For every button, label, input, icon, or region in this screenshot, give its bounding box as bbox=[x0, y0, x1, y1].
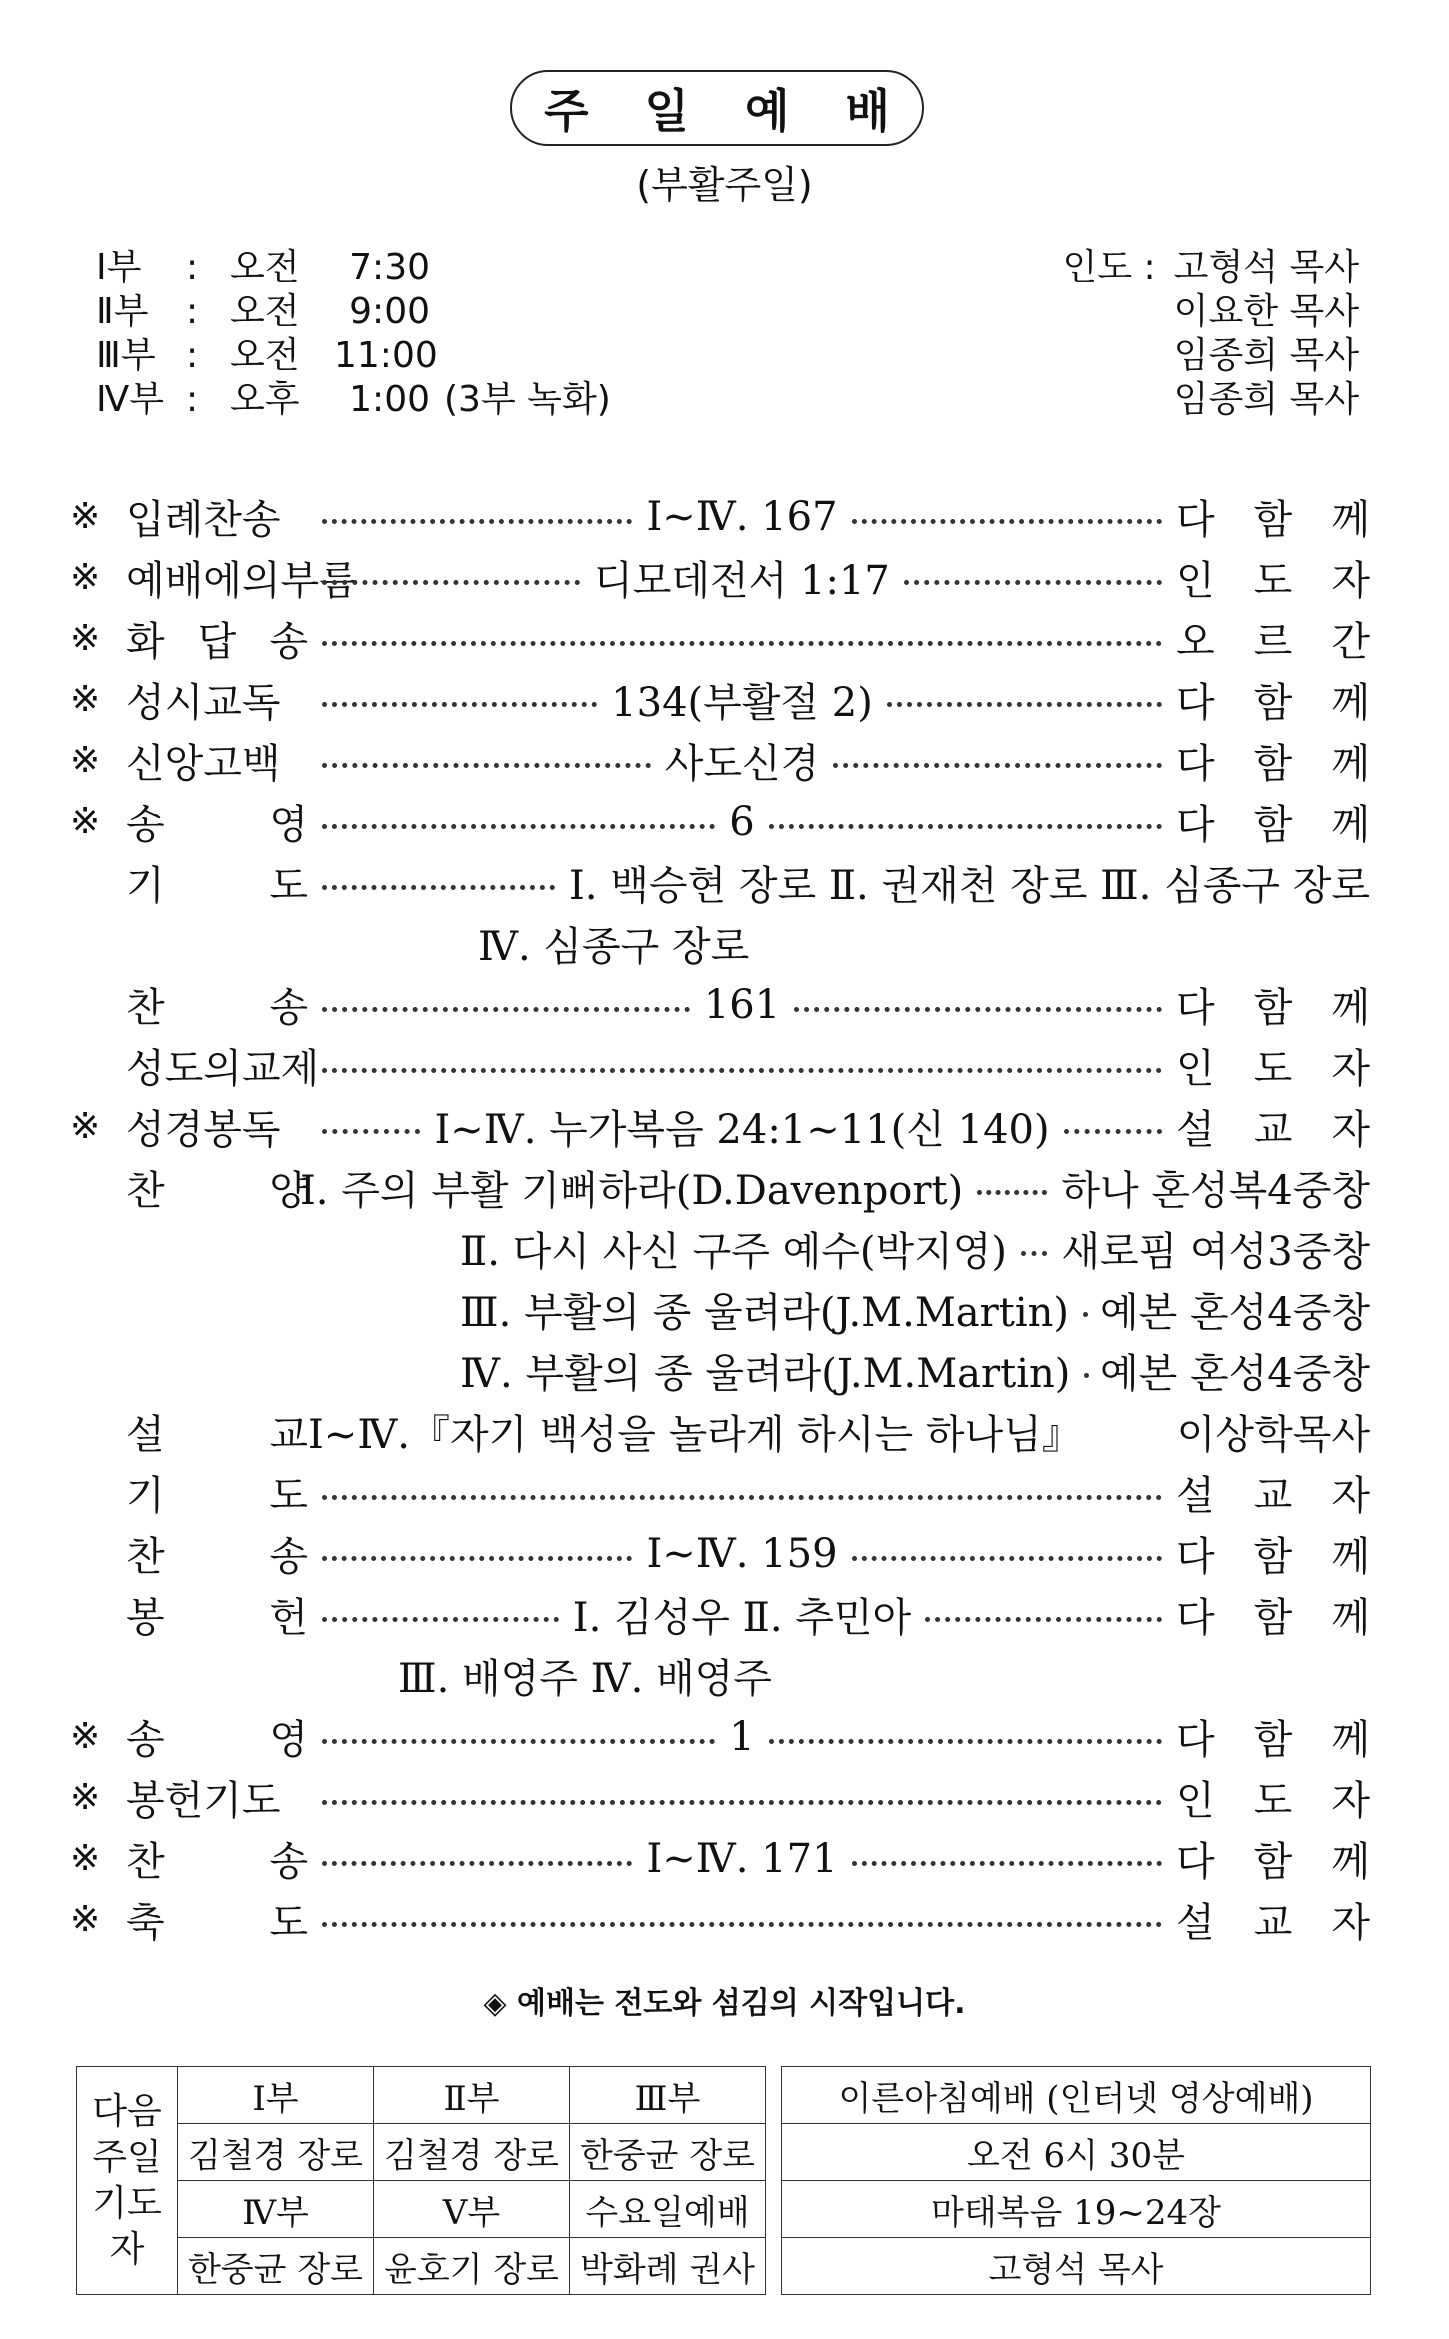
responder-char: 함 bbox=[1253, 680, 1293, 726]
table-row bbox=[77, 2124, 766, 2181]
responder-char: 다 bbox=[1176, 1717, 1215, 1763]
worship-item bbox=[70, 852, 1370, 913]
service-time-row bbox=[96, 378, 611, 422]
responder bbox=[1176, 1769, 1370, 1826]
service-ampm: 오후 bbox=[230, 379, 300, 420]
leader-name: 임종희 목사 bbox=[1173, 379, 1359, 420]
service-ampm: 오전 bbox=[230, 291, 300, 332]
leader-row bbox=[1063, 290, 1359, 334]
item-name-char: 답 bbox=[197, 619, 237, 665]
table-cell: 한중균 장로 bbox=[570, 2124, 766, 2181]
service-ampm: 오전 bbox=[230, 335, 300, 376]
colon: : bbox=[186, 379, 199, 420]
required-mark: ※ bbox=[70, 557, 101, 598]
leader-name: 이요한 목사 bbox=[1173, 291, 1359, 332]
responder bbox=[1176, 671, 1370, 728]
worship-item bbox=[70, 1279, 1370, 1340]
table-cell: Ⅴ부 bbox=[374, 2181, 570, 2238]
item-detail: 1 bbox=[729, 1713, 755, 1760]
responder-char: 자 bbox=[1331, 1778, 1370, 1824]
worship-item bbox=[70, 1218, 1370, 1279]
item-name-char: 찬 bbox=[126, 985, 165, 1031]
responder: 새로핌 여성3중창 bbox=[1061, 1229, 1370, 1275]
leader-dots bbox=[852, 1555, 1162, 1561]
prayer-table-label bbox=[77, 2067, 178, 2295]
item-name-char: 기 bbox=[126, 1473, 165, 1519]
item-detail: Ⅰ. 백승현 장로 Ⅱ. 권재천 장로 Ⅲ. 심종구 장로 bbox=[568, 863, 1370, 909]
item-name-char: 양 bbox=[269, 1168, 308, 1214]
item-name: 성시교독 bbox=[126, 680, 281, 726]
leader-dots bbox=[322, 1799, 1162, 1805]
item-name bbox=[126, 1159, 308, 1216]
item-name bbox=[126, 976, 308, 1033]
leader-dots bbox=[852, 1860, 1162, 1866]
leader-dots bbox=[322, 701, 597, 707]
required-mark: ※ bbox=[70, 1838, 101, 1879]
worship-item bbox=[70, 913, 1370, 974]
required-mark: ※ bbox=[70, 1106, 101, 1147]
item-name-char: 찬 bbox=[126, 1839, 165, 1885]
item-name-char: 도 bbox=[269, 1473, 308, 1519]
responder-char: 께 bbox=[1331, 1717, 1370, 1763]
worship-item bbox=[70, 1401, 1370, 1462]
item-detail: Ⅰ~Ⅳ.『자기 백성을 놀라게 하시는 하나님』 bbox=[308, 1412, 1082, 1458]
item-detail: 디모데전서 1:17 bbox=[594, 558, 890, 604]
responder bbox=[1176, 488, 1370, 545]
responder-char: 설 bbox=[1176, 1107, 1215, 1153]
responder-char: 께 bbox=[1331, 802, 1370, 848]
item-name bbox=[126, 1525, 308, 1582]
table-cell: 김철경 장로 bbox=[374, 2124, 570, 2181]
table-cell: Ⅰ부 bbox=[178, 2067, 374, 2124]
item-name: 예배에의부름 bbox=[126, 558, 358, 604]
table-row bbox=[77, 2067, 766, 2124]
prayer-table-label-line: 주일 bbox=[92, 2136, 162, 2178]
service-time: 7:30 bbox=[349, 247, 430, 288]
leader-dots bbox=[1021, 1250, 1047, 1256]
item-name bbox=[126, 793, 308, 850]
footer-note: ◈ 예배는 전도와 섬김의 시작입니다. bbox=[483, 1986, 966, 2021]
leader-dots bbox=[852, 518, 1162, 524]
leader-dots bbox=[977, 1189, 1047, 1195]
item-name: 입례찬송 bbox=[126, 497, 281, 543]
required-mark: ※ bbox=[70, 618, 101, 659]
item-detail: Ⅲ. 부활의 종 울려라(J.M.Martin) bbox=[460, 1290, 1069, 1336]
table-cell: 이른아침예배 (인터넷 영상예배) bbox=[782, 2067, 1371, 2124]
responder-char: 께 bbox=[1331, 985, 1370, 1031]
responder-char: 함 bbox=[1253, 1595, 1293, 1641]
leaders bbox=[1063, 246, 1359, 422]
responder-char: 다 bbox=[1176, 1534, 1215, 1580]
responder-char: 다 bbox=[1176, 497, 1215, 543]
item-name-char: 봉 bbox=[126, 1595, 165, 1641]
prayer-table-label-line: 기도자 bbox=[92, 2182, 162, 2270]
leader-dots bbox=[925, 1616, 1162, 1622]
responder-char: 도 bbox=[1253, 1778, 1293, 1824]
worship-item bbox=[70, 1889, 1370, 1950]
responder bbox=[1176, 1525, 1370, 1582]
item-name bbox=[126, 1830, 308, 1887]
leader-dots bbox=[322, 762, 651, 768]
leader-dots bbox=[769, 1738, 1162, 1744]
item-detail: Ⅰ~Ⅳ. 171 bbox=[646, 1835, 838, 1882]
responder-char: 간 bbox=[1331, 619, 1370, 665]
leader-dots bbox=[322, 1494, 1162, 1500]
responder-char: 자 bbox=[1331, 1473, 1370, 1519]
responder-char: 다 bbox=[1176, 802, 1215, 848]
responder-char: 다 bbox=[1176, 680, 1215, 726]
responder-char: 다 bbox=[1176, 1595, 1215, 1641]
item-detail: Ⅰ. 주의 부활 기뻐하라(D.Davenport) bbox=[300, 1168, 964, 1214]
item-detail: 134(부활절 2) bbox=[611, 680, 873, 726]
leader-dots bbox=[322, 1616, 559, 1622]
worship-item bbox=[70, 730, 1370, 791]
responder bbox=[1176, 610, 1370, 667]
table-row bbox=[77, 2238, 766, 2295]
service-time-row bbox=[96, 334, 611, 378]
item-name-char: 헌 bbox=[269, 1595, 308, 1641]
item-name: 성도의교제 bbox=[126, 1046, 320, 1092]
item-detail: 6 bbox=[729, 798, 755, 845]
service-time-row bbox=[96, 290, 611, 334]
item-name bbox=[126, 610, 308, 667]
order-of-worship bbox=[70, 486, 1370, 1950]
leader-dots bbox=[322, 1128, 420, 1134]
item-detail: Ⅰ~Ⅳ. 167 bbox=[646, 493, 838, 540]
item-detail: Ⅳ. 심종구 장로 bbox=[478, 924, 750, 970]
responder-char: 르 bbox=[1253, 619, 1293, 665]
leader-dots bbox=[322, 579, 580, 585]
table-row bbox=[782, 2124, 1371, 2181]
table-row bbox=[77, 2181, 766, 2238]
responder bbox=[1176, 1098, 1370, 1155]
leader-dots bbox=[887, 701, 1162, 707]
responder bbox=[1176, 1037, 1370, 1094]
responder bbox=[1176, 976, 1370, 1033]
responder-char: 자 bbox=[1331, 1046, 1370, 1092]
leader-row bbox=[1063, 378, 1359, 422]
table-cell: 고형석 목사 bbox=[782, 2238, 1371, 2295]
table-cell: Ⅳ부 bbox=[178, 2181, 374, 2238]
responder: 하나 혼성복4중창 bbox=[1061, 1168, 1370, 1214]
responder bbox=[1176, 1464, 1370, 1521]
table-cell: 오전 6시 30분 bbox=[782, 2124, 1371, 2181]
prayer-table bbox=[76, 2066, 766, 2295]
required-mark: ※ bbox=[70, 679, 101, 720]
responder-char: 께 bbox=[1331, 741, 1370, 787]
responder-char: 께 bbox=[1331, 1534, 1370, 1580]
required-mark: ※ bbox=[70, 1777, 101, 1818]
worship-item bbox=[70, 791, 1370, 852]
required-mark: ※ bbox=[70, 801, 101, 842]
item-name-char: 영 bbox=[269, 802, 308, 848]
responder-char: 인 bbox=[1176, 1778, 1215, 1824]
responder-char: 함 bbox=[1253, 497, 1293, 543]
table-cell: Ⅱ부 bbox=[374, 2067, 570, 2124]
item-detail: 161 bbox=[703, 981, 781, 1028]
responder-char: 함 bbox=[1253, 1839, 1293, 1885]
worship-item bbox=[70, 1035, 1370, 1096]
leader-dots bbox=[322, 1006, 690, 1012]
colon: : bbox=[186, 291, 199, 332]
item-name-char: 찬 bbox=[126, 1168, 165, 1214]
responder-char: 설 bbox=[1176, 1473, 1215, 1519]
item-detail: 사도신경 bbox=[664, 741, 820, 787]
leader-dots bbox=[322, 1921, 1162, 1927]
worship-item bbox=[70, 486, 1370, 547]
item-name-char: 찬 bbox=[126, 1534, 165, 1580]
service-time: 1:00 bbox=[349, 379, 430, 420]
worship-item bbox=[70, 1584, 1370, 1645]
item-name-char: 송 bbox=[269, 985, 308, 1031]
service-times bbox=[96, 246, 611, 422]
responder-char: 함 bbox=[1253, 741, 1293, 787]
item-detail: Ⅱ. 다시 사신 구주 예수(박지영) bbox=[460, 1229, 1008, 1275]
table-cell: 수요일예배 bbox=[570, 2181, 766, 2238]
prayer-table-label-line: 다음 bbox=[92, 2090, 162, 2132]
leader-dots bbox=[322, 1738, 715, 1744]
item-detail: Ⅲ. 배영주 Ⅳ. 배영주 bbox=[398, 1656, 772, 1702]
item-name bbox=[126, 1403, 308, 1460]
service-time-row bbox=[96, 246, 611, 290]
item-name-char: 기 bbox=[126, 863, 165, 909]
service-ampm: 오전 bbox=[230, 247, 300, 288]
table-cell: 한중균 장로 bbox=[178, 2238, 374, 2295]
worship-item bbox=[70, 1462, 1370, 1523]
responder-char: 교 bbox=[1253, 1107, 1293, 1153]
responder-char: 다 bbox=[1176, 1839, 1215, 1885]
worship-item bbox=[70, 608, 1370, 669]
item-detail: Ⅰ~Ⅳ. 159 bbox=[646, 1530, 838, 1577]
table-row bbox=[782, 2181, 1371, 2238]
leader-dots bbox=[1083, 1311, 1086, 1317]
item-name: 성경봉독 bbox=[126, 1107, 281, 1153]
responder-char: 함 bbox=[1253, 802, 1293, 848]
item-name-char: 화 bbox=[126, 619, 165, 665]
responder-char: 인 bbox=[1176, 558, 1215, 604]
leader-dots bbox=[322, 884, 555, 890]
responder-char: 교 bbox=[1253, 1900, 1293, 1946]
page-title: 주 일 예 배 bbox=[544, 84, 910, 138]
worship-item bbox=[70, 547, 1370, 608]
item-name-char: 송 bbox=[126, 802, 165, 848]
item-name bbox=[126, 1464, 308, 1521]
colon: : bbox=[186, 335, 199, 376]
worship-item bbox=[70, 1645, 1370, 1706]
responder-char: 도 bbox=[1253, 558, 1293, 604]
worship-item bbox=[70, 1767, 1370, 1828]
leader-name: 임종희 목사 bbox=[1173, 335, 1359, 376]
service-time: 9:00 bbox=[349, 291, 430, 332]
leaders-label: 인도 : bbox=[1062, 247, 1156, 288]
subtitle: (부활주일) bbox=[636, 163, 813, 207]
required-mark: ※ bbox=[70, 1716, 101, 1757]
responder: 예본 혼성4중창 bbox=[1099, 1290, 1370, 1336]
item-name-char: 영 bbox=[269, 1717, 308, 1763]
required-mark: ※ bbox=[70, 740, 101, 781]
item-name-char: 도 bbox=[269, 863, 308, 909]
responder-char: 께 bbox=[1331, 1839, 1370, 1885]
table-cell: 윤호기 장로 bbox=[374, 2238, 570, 2295]
worship-item bbox=[70, 1706, 1370, 1767]
responder-char: 다 bbox=[1176, 741, 1215, 787]
worship-item bbox=[70, 1523, 1370, 1584]
item-detail: Ⅰ~Ⅳ. 누가복음 24:1~11(신 140) bbox=[434, 1107, 1050, 1153]
leader-dots bbox=[322, 1555, 632, 1561]
leader-dots bbox=[769, 823, 1162, 829]
leader-dots bbox=[322, 518, 632, 524]
responder: 이상학목사 bbox=[1176, 1412, 1370, 1458]
item-name-char: 송 bbox=[269, 1839, 308, 1885]
responder-char: 함 bbox=[1253, 985, 1293, 1031]
responder bbox=[1176, 1708, 1370, 1765]
item-name-char: 설 bbox=[126, 1412, 165, 1458]
service-part: Ⅰ부 bbox=[96, 247, 142, 288]
leader-row bbox=[1063, 334, 1359, 378]
leader-dots bbox=[794, 1006, 1162, 1012]
worship-item bbox=[70, 974, 1370, 1035]
responder-char: 도 bbox=[1253, 1046, 1293, 1092]
table-row bbox=[782, 2067, 1371, 2124]
required-mark: ※ bbox=[70, 1899, 101, 1940]
responder bbox=[1176, 1586, 1370, 1643]
item-name-char: 교 bbox=[269, 1412, 308, 1458]
leader-dots bbox=[322, 823, 715, 829]
responder-char: 함 bbox=[1253, 1534, 1293, 1580]
item-name bbox=[126, 1891, 308, 1948]
item-name-char: 송 bbox=[269, 619, 308, 665]
required-mark: ※ bbox=[70, 496, 101, 537]
service-part: Ⅱ부 bbox=[96, 291, 149, 332]
responder bbox=[1176, 1830, 1370, 1887]
table-cell: 김철경 장로 bbox=[178, 2124, 374, 2181]
item-name: 신앙고백 bbox=[126, 741, 281, 787]
responder-char: 께 bbox=[1331, 1595, 1370, 1641]
responder bbox=[1176, 549, 1370, 606]
colon: : bbox=[186, 247, 199, 288]
responder-char: 교 bbox=[1253, 1473, 1293, 1519]
item-name bbox=[126, 854, 308, 911]
service-part: Ⅳ부 bbox=[96, 379, 164, 420]
early-service-table bbox=[781, 2066, 1371, 2295]
responder-char: 오 bbox=[1176, 619, 1215, 665]
item-detail: Ⅰ. 김성우 Ⅱ. 추민아 bbox=[572, 1595, 912, 1641]
item-name: 봉헌기도 bbox=[126, 1778, 281, 1824]
responder-char: 께 bbox=[1331, 680, 1370, 726]
table-cell: 마태복음 19~24장 bbox=[782, 2181, 1371, 2238]
responder: 예본 혼성4중창 bbox=[1099, 1351, 1370, 1397]
service-part: Ⅲ부 bbox=[96, 335, 156, 376]
leader-dots bbox=[1084, 1372, 1086, 1378]
table-cell: 박화례 권사 bbox=[570, 2238, 766, 2295]
item-name bbox=[126, 1586, 308, 1643]
responder-char: 다 bbox=[1176, 985, 1215, 1031]
leader-dots bbox=[833, 762, 1162, 768]
responder bbox=[1176, 793, 1370, 850]
worship-item bbox=[70, 1340, 1370, 1401]
worship-item bbox=[70, 1828, 1370, 1889]
leader-dots bbox=[1064, 1128, 1162, 1134]
responder-char: 함 bbox=[1253, 1717, 1293, 1763]
service-time: 11:00 bbox=[334, 335, 438, 376]
responder-char: 자 bbox=[1331, 558, 1370, 604]
item-name bbox=[126, 1708, 308, 1765]
item-name-char: 송 bbox=[269, 1534, 308, 1580]
responder bbox=[1176, 1891, 1370, 1948]
worship-item bbox=[70, 1157, 1370, 1218]
leader-row bbox=[1063, 246, 1359, 290]
item-name-char: 도 bbox=[269, 1900, 308, 1946]
worship-item bbox=[70, 669, 1370, 730]
responder-char: 자 bbox=[1331, 1900, 1370, 1946]
leader-dots bbox=[322, 1860, 632, 1866]
responder-char: 께 bbox=[1331, 497, 1370, 543]
responder-char: 설 bbox=[1176, 1900, 1215, 1946]
item-detail: Ⅳ. 부활의 종 울려라(J.M.Martin) bbox=[460, 1351, 1071, 1397]
table-row bbox=[782, 2238, 1371, 2295]
leader-dots bbox=[322, 1067, 1162, 1073]
title-box bbox=[510, 70, 924, 146]
item-name-char: 송 bbox=[126, 1717, 165, 1763]
leader-dots bbox=[904, 579, 1162, 585]
responder-char: 인 bbox=[1176, 1046, 1215, 1092]
service-note: (3부 녹화) bbox=[444, 379, 611, 420]
item-name-char: 축 bbox=[126, 1900, 165, 1946]
leader-name: 고형석 목사 bbox=[1173, 247, 1359, 288]
worship-item bbox=[70, 1096, 1370, 1157]
leader-dots bbox=[322, 640, 1162, 646]
table-cell: Ⅲ부 bbox=[570, 2067, 766, 2124]
responder-char: 자 bbox=[1331, 1107, 1370, 1153]
responder bbox=[1176, 732, 1370, 789]
